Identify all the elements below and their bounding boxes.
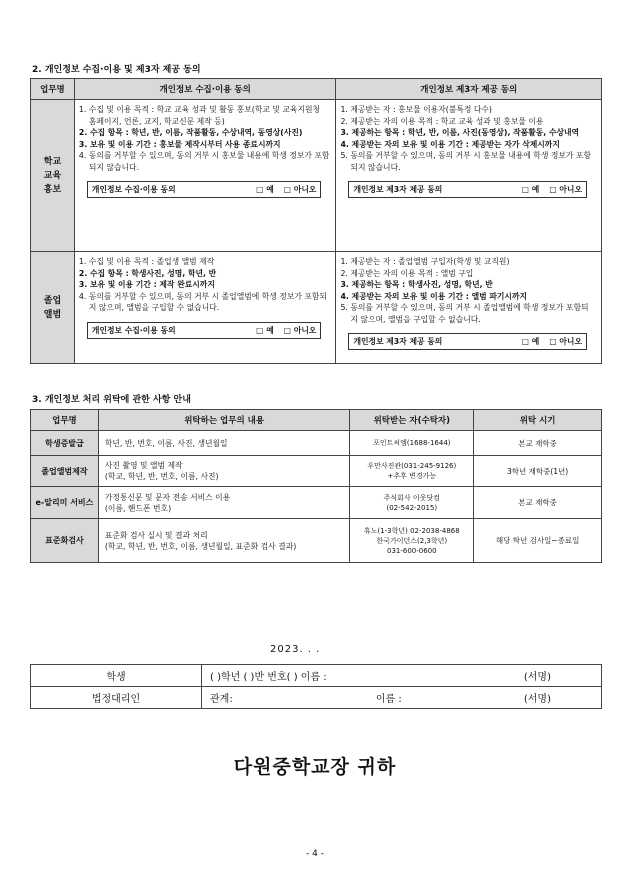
provide-item: 1. 제공받는 자 : 졸업앨범 구입자(학생 및 교직원) [340, 257, 510, 266]
provide-item: 3. 제공하는 항목 : 학년, 반, 이름, 사진(동영상), 작품활동, 수상내역 [340, 128, 580, 137]
category-school-pr: 학교 교육 홍보 [31, 100, 75, 252]
provide-item: 5. 동의를 거부할 수 있으며, 동의 거부 시 졸업앨범에 학생 정보가 포함되지 않으며, 앨범을 구입할 수 없습니다. [340, 303, 589, 324]
consent-table [30, 78, 602, 364]
row-category: 표준화검사 [31, 519, 99, 563]
provide-item: 4. 제공받는 자의 보유 및 이용 기간 : 앨범 파기시까지 [340, 291, 528, 301]
yes-checkbox[interactable]: □ 예 [521, 185, 540, 194]
student-sign: (서명) [523, 672, 551, 683]
yes-checkbox[interactable]: □ 예 [256, 325, 274, 335]
row-trustee: 휴노(1-3학년) 02-2038-4868 한국가이던스(2,3학년) 031-600-0600 [350, 519, 474, 563]
row-trustee: 포인트씨엠(1688-1644) [350, 431, 474, 456]
collect-item: 1. 수집 및 이용 목적 : 학교 교육 성과 및 활동 홍보(학교 및 교육지원청 홈페이지, 언론, 교지, 학교신문 제작 등) [78, 105, 321, 126]
row-period: 3학년 재학중(1년) [474, 456, 602, 487]
collect-item: 4. 동의를 거부할 수 있으며, 동의 거부 시 졸업앨범에 학생 정보가 포함되지 않으며, 앨범을 구입할 수 없습니다. [78, 291, 327, 312]
category-album: 졸업 앨범 [31, 252, 75, 364]
no-checkbox[interactable]: □ 아니오 [283, 325, 317, 335]
row-trustee: 우만사진관(031-245-9126) +추후 변경가능 [350, 456, 474, 487]
page-number: - 4 - [306, 849, 324, 859]
collect-item: 3. 보유 및 이용 기간 : 홍보물 제작시부터 사용 종료시까지 [78, 139, 281, 149]
no-checkbox[interactable]: □ 아니오 [549, 337, 582, 346]
consent-box-provide-album: 개인정보 제3자 제공 동의 □ 예 □ 아니오 [348, 333, 587, 350]
no-checkbox[interactable]: □ 아니오 [549, 185, 582, 194]
row-desc: 사진 촬영 및 앨범 제작 (학교, 학년, 반, 번호, 이름, 사진) [98, 456, 350, 487]
provide-item: 4. 제공받는 자의 보유 및 이용 기간 : 제공받는 자가 삭제시까지 [340, 139, 560, 149]
date-line: 2023. . . [270, 644, 321, 655]
provide-item: 3. 제공하는 항목 : 학생사진, 성명, 학년, 반 [340, 280, 493, 289]
provide-cell-pr [336, 100, 602, 252]
header-trustee: 위탁받는 자(수탁자) [350, 410, 474, 431]
collect-item: 2. 수집 항목 : 학년, 반, 이름, 작품활동, 수상내역, 동영상(사진) [78, 128, 303, 137]
table-row [31, 431, 602, 456]
section3-title: 3. 개인정보 처리 위탁에 관한 사항 안내 [32, 395, 191, 405]
row-desc: 표준화 검사 실시 및 결과 처리 (학교, 학년, 반, 번호, 이름, 생년월일, 표준화 검사 결과) [98, 519, 350, 563]
outsourcing-table [30, 409, 602, 563]
row-category: 졸업앨범제작 [31, 456, 99, 487]
row-period: 본교 재학중 [474, 487, 602, 519]
provide-item: 5. 동의를 거부할 수 있으며, 동의 거부 시 홍보물 내용에 학생 정보가 포함되지 않습니다. [340, 151, 591, 172]
provide-item: 2. 제공받는 자의 이용 목적 : 앨범 구입 [340, 268, 474, 278]
collect-item: 1. 수집 및 이용 목적 : 졸업생 앨범 제작 [78, 257, 215, 266]
consent-box-provide-pr: 개인정보 제3자 제공 동의 □ 예 □ 아니오 [348, 181, 587, 198]
header-task: 업무명 [31, 410, 99, 431]
provide-item: 2. 제공받는 자의 이용 목적 : 학교 교육 성과 및 홍보물 이용 [340, 116, 544, 126]
table-row [31, 456, 602, 487]
row-desc: 학년, 반, 번호, 이름, 사진, 생년월일 [98, 431, 350, 456]
row-category: e-알리미 서비스 [31, 487, 99, 519]
student-fields[interactable]: ( )학년 ( )반 번호( ) 이름 : (서명) [202, 665, 602, 687]
section2-title: 2. 개인정보 수집·이용 및 제3자 제공 동의 [32, 65, 201, 75]
closing-text: 다원중학교장 귀하 [233, 756, 397, 778]
header-content: 위탁하는 업무의 내용 [98, 410, 350, 431]
table-row [31, 519, 602, 563]
row-category: 학생증발급 [31, 431, 99, 456]
row-period: 본교 재학중 [474, 431, 602, 456]
table-row [31, 487, 602, 519]
collect-item: 3. 보유 및 이용 기간 : 제작 완료시까지 [78, 280, 215, 289]
provide-cell-album [336, 252, 602, 364]
yes-checkbox[interactable]: □ 예 [256, 185, 274, 194]
header-task: 업무명 [31, 79, 75, 100]
no-checkbox[interactable]: □ 아니오 [283, 185, 317, 194]
consent-box-collect-pr: 개인정보 수집·이용 동의 □ 예 □ 아니오 [87, 181, 322, 198]
header-provide: 개인정보 제3자 제공 동의 [336, 79, 602, 100]
collect-item: 2. 수집 항목 : 학생사진, 성명, 학년, 반 [78, 268, 217, 278]
guardian-sign: (서명) [523, 694, 551, 705]
collect-cell-album [74, 252, 336, 364]
guardian-fields[interactable]: 관계: 이름 : (서명) [202, 687, 602, 709]
row-trustee: 주식회사 이웃닷컴 (02-542-2015) [350, 487, 474, 519]
collect-cell-pr [74, 100, 336, 252]
student-label: 학생 [31, 665, 202, 687]
header-period: 위탁 시기 [474, 410, 602, 431]
consent-box-collect-album: 개인정보 수집·이용 동의 □ 예 □ 아니오 [87, 322, 322, 339]
row-desc: 가정통신문 및 문자 전송 서비스 이용 (이름, 핸드폰 번호) [98, 487, 350, 519]
row-period: 해당 학년 검사일~종료일 [474, 519, 602, 563]
header-collect: 개인정보 수집·이용 동의 [74, 79, 336, 100]
provide-item: 1. 제공받는 자 : 홍보물 이용자(불특정 다수) [340, 105, 492, 114]
yes-checkbox[interactable]: □ 예 [521, 337, 540, 346]
collect-item: 4. 동의를 거부할 수 있으며, 동의 거부 시 홍보물 내용에 학생 정보가 포함되지 않습니다. [78, 151, 330, 172]
guardian-label: 법정대리인 [31, 687, 202, 709]
signature-table [30, 664, 602, 709]
